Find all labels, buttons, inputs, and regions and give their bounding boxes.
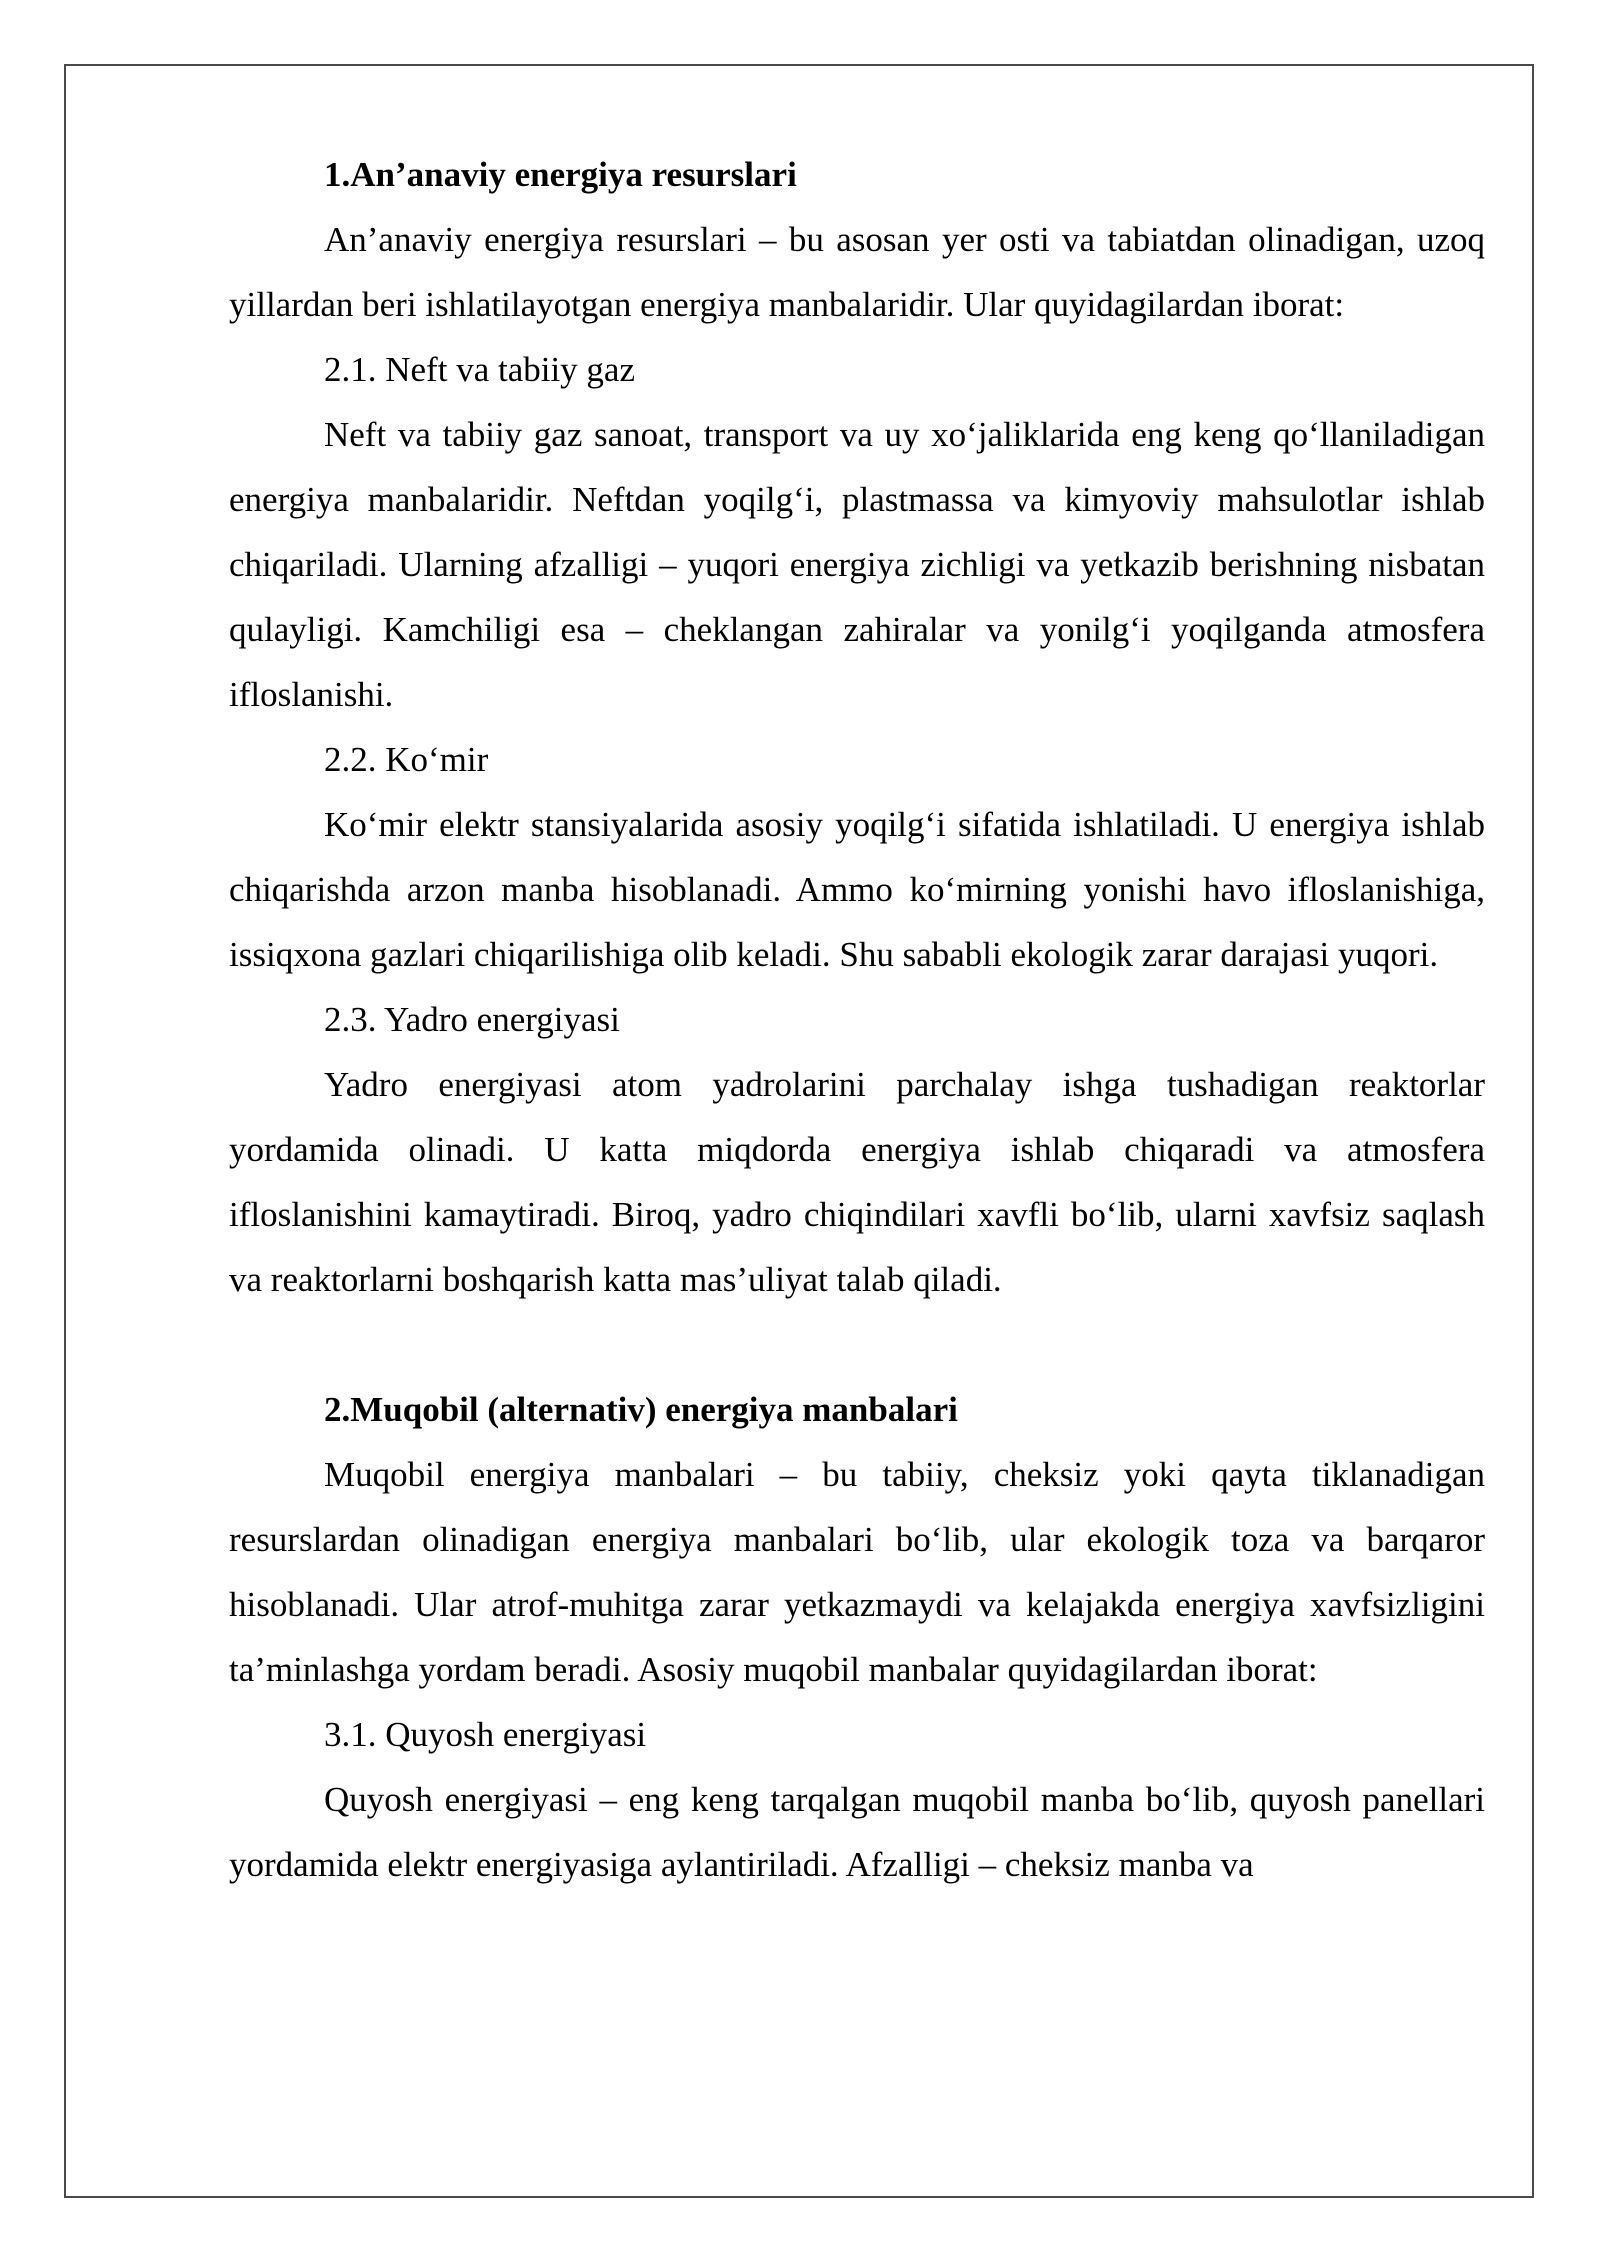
subsection-title-nuclear: 2.3. Yadro energiyasi (324, 1000, 620, 1039)
subsection-text-oil-gas: Neft va tabiiy gaz sanoat, transport va uy xo‘jaliklarida eng keng qo‘llaniladigan energiya manbalaridir. Neftdan yoqilg‘i, plastmassa va kimyoviy mahsulotlar ishlab chiqariladi. Ularning afzalligi – yuqori energiya zichligi va yetkazib berishning nisbatan qulayligi. Kamchiligi esa – cheklangan zahiralar va yonilg‘i yoqilganda atmosfera ifloslanishi. (229, 415, 1485, 714)
section-intro-alternative: Muqobil energiya manbalari – bu tabiiy, cheksiz yoki qayta tiklanadigan resurslardan olinadigan energiya manbalari bo‘lib, ular ekologik toza va barqaror hisoblanadi. Ular atrof-muhitga zarar yetkazmaydi va kelajakda energiya xavfsizligini ta’minlashga yordam beradi. Asosiy muqobil manbalar quyidagilardan iborat: (229, 1455, 1485, 1689)
section-intro-traditional: An’anaviy energiya resurslari – bu asosan yer osti va tabiatdan olinadigan, uzoq yillardan beri ishlatilayotgan energiya manbalaridir. Ular quyidagilardan iborat: (229, 220, 1485, 324)
subsection-title-solar: 3.1. Quyosh energiyasi (324, 1715, 647, 1754)
blank-line (229, 1312, 1485, 1377)
section-heading-alternative: 2.Muqobil (alternativ) energiya manbalari (324, 1390, 958, 1429)
subsection-title-coal: 2.2. Ko‘mir (324, 740, 489, 779)
subsection-text-nuclear: Yadro energiyasi atom yadrolarini parchalay ishga tushadigan reaktorlar yordamida olinadi. U katta miqdorda energiya ishlab chiqaradi va atmosfera ifloslanishini kamaytiradi. Biroq, yadro chiqindilari xavfli bo‘lib, ularni xavfsiz saqlash va reaktorlarni boshqarish katta mas’uliyat talab qiladi. (229, 1065, 1485, 1299)
subsection-text-coal: Ko‘mir elektr stansiyalarida asosiy yoqilg‘i sifatida ishlatiladi. U energiya ishlab chiqarishda arzon manba hisoblanadi. Ammo ko‘mirning yonishi havo ifloslanishiga, issiqxona gazlari chiqarilishiga olib keladi. Shu sababli ekologik zarar darajasi yuqori. (229, 805, 1485, 974)
section-heading-traditional: 1.An’anaviy energiya resurslari (324, 155, 797, 194)
subsection-title-oil-gas: 2.1. Neft va tabiiy gaz (324, 350, 636, 389)
subsection-text-solar: Quyosh energiyasi – eng keng tarqalgan muqobil manba bo‘lib, quyosh panellari yordamida elektr energiyasiga aylantiriladi. Afzalligi – cheksiz manba va (229, 1780, 1485, 1884)
document-body (229, 142, 1485, 1897)
